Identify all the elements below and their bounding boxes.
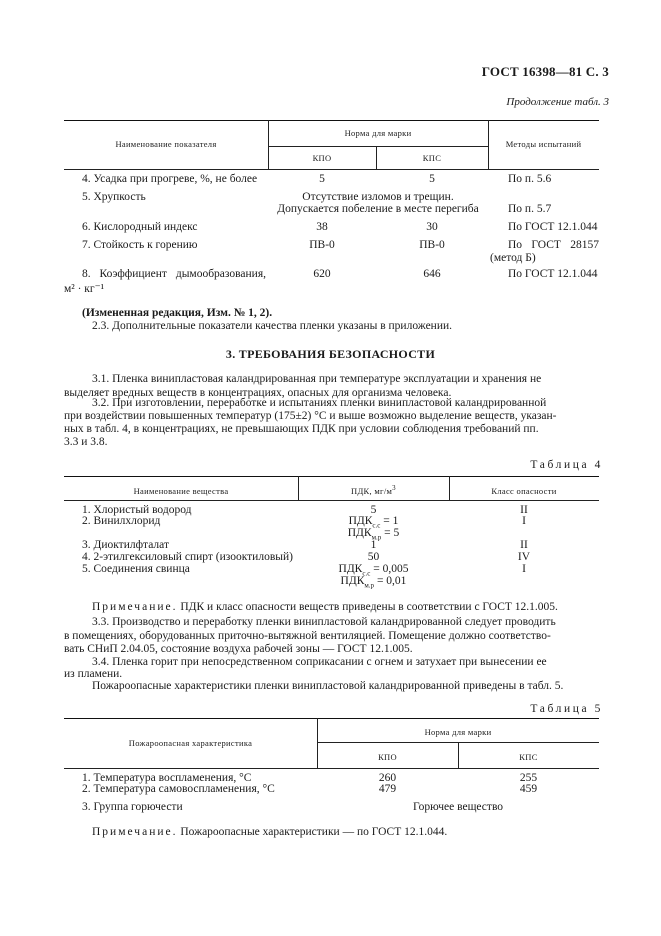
table3-cell-method: По ГОСТ 12.1.044 xyxy=(508,268,598,280)
table3-cell-kpo: 5 xyxy=(319,173,325,185)
table5-header-kpo: КПО xyxy=(378,752,397,762)
table3-cell-kps: 5 xyxy=(429,173,435,185)
table3-cell-method-note: (метод Б) xyxy=(490,252,536,264)
table3-cell-kps: 30 xyxy=(426,221,438,233)
table5-caption: Таблица 5 xyxy=(530,703,603,715)
table5-row-name: 2. Температура самовоспламенения, °С xyxy=(82,783,275,795)
table5-cell-kps: 459 xyxy=(519,783,538,795)
table5-cell-merged: Горючее вещество xyxy=(412,801,504,813)
table4-row-name: 5. Соединения свинца xyxy=(82,563,190,575)
paragraph-2-3: 2.3. Дополнительные показатели качества пленки указаны в приложении. xyxy=(92,320,453,332)
paragraph-3-2: 3.2. При изготовлении, переработке и испытаниях пленки винипластовой каландрированной xyxy=(92,397,547,409)
table5-note: Примечание. Пожароопасные характеристики — по ГОСТ 12.1.044. xyxy=(92,826,448,838)
table4-cell-class: I xyxy=(522,563,526,575)
table5-row-name: 1. Температура воспламенения, °С xyxy=(82,772,252,784)
table3-cell-merged: Допускается побеление в месте перегиба xyxy=(277,203,479,215)
paragraph-3-1: 3.1. Пленка винипластовая каландрированная при температуре эксплуатации и хранения не xyxy=(92,373,542,385)
table4-cell-class: II xyxy=(520,539,528,551)
table3-cell-method: По ГОСТ 28157 xyxy=(508,239,599,251)
table5-cell-kpo: 479 xyxy=(378,783,397,795)
table5-header-name: Пожароопасная характеристика xyxy=(128,738,253,748)
table4-cell-pdk: $ПДК_{м.р} = 0,01$ xyxy=(340,575,407,590)
paragraph-fire: Пожароопасные характеристики пленки винипластовой каландрированной приведены в табл. 5. xyxy=(92,680,564,692)
table4-cell-pdk: $ПДК_{с.с} = 1$ xyxy=(348,515,399,530)
table3-row-name: 7. Стойкость к горению xyxy=(82,239,198,251)
table3-row-name: 6. Кислородный индекс xyxy=(82,221,198,233)
table3-header-norm: Норма для марки xyxy=(344,128,412,138)
table4-caption: Таблица 4 xyxy=(530,459,603,471)
table5-row-name: 3. Группа горючести xyxy=(82,801,183,813)
table3-header-methods: Методы испытаний xyxy=(505,139,582,149)
table-continuation-label: Продолжение табл. 3 xyxy=(506,96,609,108)
table5-cell-kps: 255 xyxy=(519,772,538,784)
table3-cell-merged: Отсутствие изломов и трещин. xyxy=(302,191,454,203)
table3-cell-kpo: 38 xyxy=(316,221,328,233)
table3-header-name: Наименование показателя xyxy=(115,139,217,149)
paragraph-3-1-cont: выделяет вредных веществ в концентрациях, опасных для организма человека. xyxy=(64,387,452,399)
table4-row-name: 1. Хлористый водород xyxy=(82,504,192,516)
table4-row-name: 4. 2-этилгексиловый спирт (изооктиловый) xyxy=(82,551,293,563)
table4-row-name: 2. Винилхлорид xyxy=(82,515,161,527)
table5-header-kps: КПС xyxy=(519,752,538,762)
table3-cell-method: По ГОСТ 12.1.044 xyxy=(508,221,598,233)
paragraph-3-3-cont: в помещениях, оборудованных приточно-вытяжной вентиляцией. Помещение должно соответство- xyxy=(64,630,551,642)
table4-cell-pdk: 5 xyxy=(370,504,377,516)
table3-cell-method: По п. 5.6 xyxy=(508,173,552,185)
paragraph-3-4: 3.4. Пленка горит при непосредственном соприкасании с огнем и затухает при вынесении ее xyxy=(92,656,547,668)
table4-header-pdk: ПДК, $мг/м^3$ xyxy=(351,484,396,496)
table4-cell-class: IV xyxy=(517,551,531,563)
section-title: 3. ТРЕБОВАНИЯ БЕЗОПАСНОСТИ xyxy=(225,347,436,361)
paragraph-3-2-cont: при воздействии повышенных температур (175±2) °С и выше возможно выделение веществ, указан- xyxy=(64,410,557,422)
table4-header-class: Класс опасности xyxy=(491,486,557,496)
table4-cell-pdk: $ПДК_{с.с} = 0,005$ xyxy=(338,563,409,578)
table3-cell-kpo: ПВ-0 xyxy=(309,239,335,251)
table3-row-unit: м² · кг⁻¹ xyxy=(64,283,105,295)
paragraph-3-2-cont: 3.3 и 3.8. xyxy=(64,436,108,448)
table4-cell-pdk: $ПДК_{м.р} = 5$ xyxy=(347,527,400,542)
table4-row-name: 3. Диоктилфталат xyxy=(82,539,169,551)
table3-cell-kps: 646 xyxy=(423,268,441,280)
page-header: ГОСТ 16398—81 С. 3 xyxy=(481,64,609,79)
table3-row-name: 8. Коэффициент дымообразования, xyxy=(82,268,266,280)
paragraph-3-2-cont: ных в табл. 4, в концентрациях, не превышающих ПДК при условии соблюдения требований пп. xyxy=(64,423,539,435)
table5-cell-kpo: 260 xyxy=(378,772,397,784)
table4-cell-pdk: 1 xyxy=(370,539,377,551)
table3-row-name: 5. Хрупкость xyxy=(82,191,146,203)
table3-header-kpo: КПО xyxy=(312,153,332,163)
table4-cell-class: II xyxy=(520,504,528,516)
table5-header-norm: Норма для марки xyxy=(424,727,492,737)
table4-note: Примечание. ПДК и класс опасности веществ приведены в соответствии с ГОСТ 12.1.005. xyxy=(92,601,558,613)
table3-row-name: 4. Усадка при прогреве, %, не более xyxy=(82,173,258,185)
table3-header-kps: КПС xyxy=(422,153,442,163)
paragraph-3-4-cont: из пламени. xyxy=(64,668,123,680)
table4-header-name: Наименование вещества xyxy=(133,486,229,496)
revision-note: (Измененная редакция, Изм. № 1, 2). xyxy=(82,307,273,319)
table3-cell-method: По п. 5.7 xyxy=(508,203,552,215)
table4-cell-pdk: 50 xyxy=(367,551,380,563)
paragraph-3-3-cont: вать СНиП 2.04.05, состояние воздуха рабочей зоны — ГОСТ 12.1.005. xyxy=(64,643,413,655)
table3-cell-kps: ПВ-0 xyxy=(419,239,445,251)
table4-cell-class: I xyxy=(522,515,526,527)
table3-cell-kpo: 620 xyxy=(313,268,331,280)
paragraph-3-3: 3.3. Производство и переработку пленки винипластовой каландрированной следует проводить xyxy=(92,616,556,628)
